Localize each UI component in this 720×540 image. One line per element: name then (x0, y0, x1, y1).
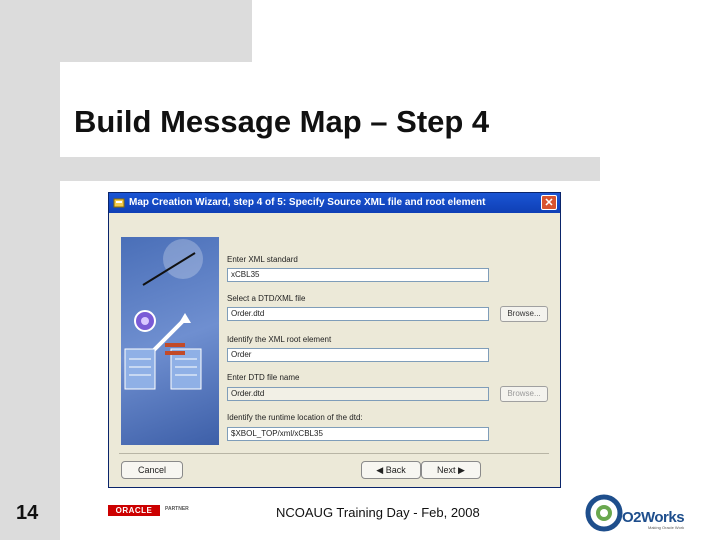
runtime-location-label: Identify the runtime location of the dtd: (227, 413, 363, 422)
next-button[interactable] (421, 461, 481, 479)
oracle-logo: ORACLE (108, 505, 160, 516)
decorative-band-title-under (60, 157, 600, 181)
o2works-logo-icon (584, 494, 624, 532)
close-button[interactable]: ✕ (541, 195, 557, 210)
decorative-band-left (0, 0, 60, 540)
next-arrow-icon: ▶ (455, 465, 465, 475)
dtd-xml-file-label: Select a DTD/XML file (227, 294, 306, 303)
cancel-button[interactable]: Cancel (121, 461, 183, 479)
next-button-label: Next (437, 465, 456, 475)
browse-dtd-xml-button[interactable]: Browse... (500, 306, 548, 322)
dtd-xml-file-input[interactable]: Order.dtd (227, 307, 489, 321)
dialog-titlebar[interactable] (109, 193, 560, 213)
back-button-label: Back (385, 465, 406, 475)
runtime-location-input[interactable]: $XBOL_TOP/xml/xCBL35 (227, 427, 489, 441)
xml-root-element-label: Identify the XML root element (227, 335, 332, 344)
o2works-tagline: Making Oracle Work (648, 525, 685, 530)
browse-dtd-file-button[interactable]: Browse... (500, 386, 548, 402)
wizard-illustration (121, 237, 219, 445)
dialog-title: Map Creation Wizard, step 4 of 5: Specify Source XML file and root element (129, 197, 486, 208)
button-separator (119, 453, 549, 454)
dtd-file-name-input[interactable]: Order.dtd (227, 387, 489, 401)
wizard-art-icon (121, 237, 219, 445)
xml-standard-label: Enter XML standard (227, 255, 298, 264)
page-number: 14 (16, 502, 39, 524)
footer-text: NCOAUG Training Day - Feb, 2008 (276, 505, 480, 520)
o2works-logo-text: O2Works (622, 509, 685, 526)
map-creation-wizard-dialog (108, 192, 561, 488)
xml-root-element-input[interactable]: Order (227, 348, 489, 362)
xml-standard-input[interactable]: xCBL35 (227, 268, 489, 282)
back-arrow-icon: ◀ (376, 465, 386, 475)
wizard-icon (113, 197, 125, 209)
slide-title: Build Message Map – Step 4 (74, 104, 490, 139)
back-button[interactable] (361, 461, 421, 479)
dtd-file-name-label: Enter DTD file name (227, 373, 300, 382)
oracle-partner-label: PARTNER (165, 506, 189, 512)
